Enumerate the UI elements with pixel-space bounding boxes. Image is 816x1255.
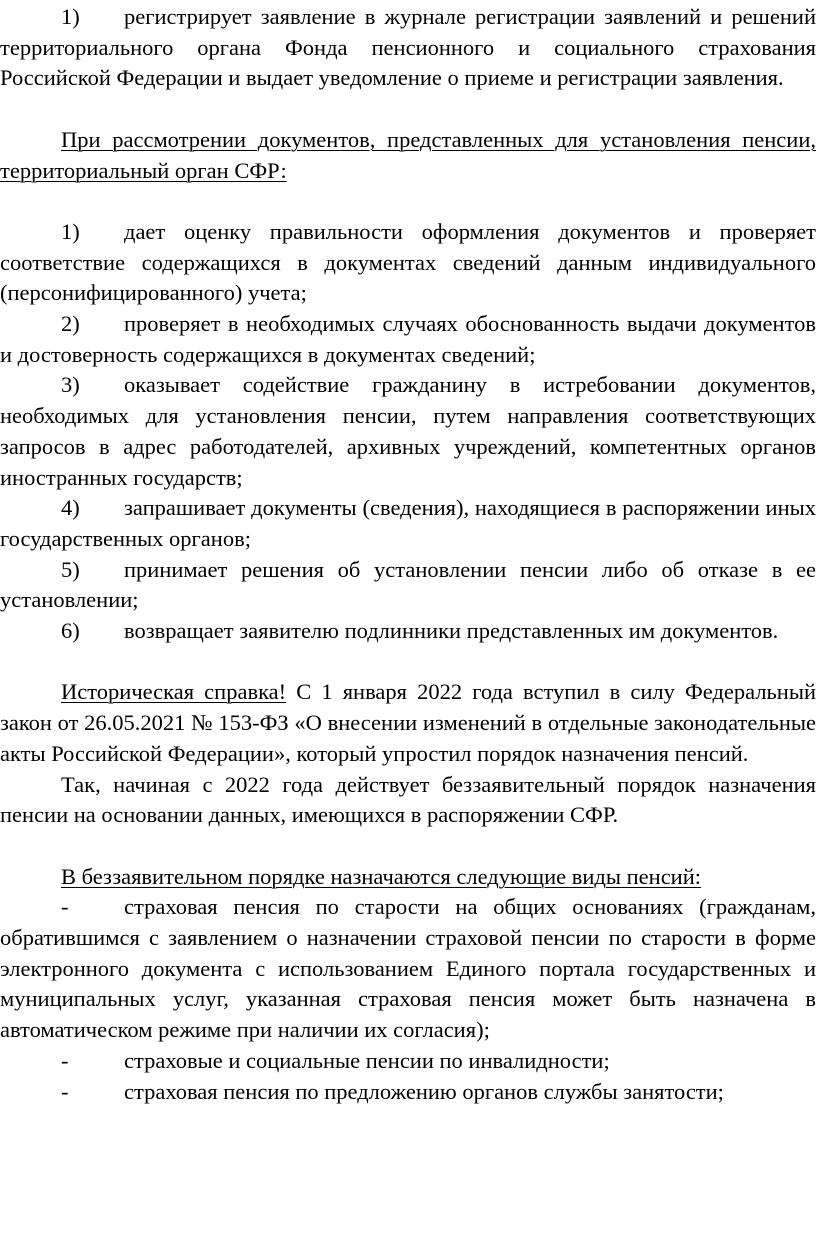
item-text: страховые и социальные пенсии по инвалидности; [124, 1047, 610, 1073]
list-item [0, 217, 816, 309]
paragraph-text: Так, начиная с 2022 года действует беззаявительный порядок назначения пенсии на основании данных, имеющихся в распоряжении СФР. [0, 771, 816, 828]
item-number: 6) [61, 618, 80, 644]
list-item [0, 892, 816, 1046]
item-number: 1) [61, 4, 80, 29]
item-text: страховая пенсия по старости на общих основаниях (гражданам, обратившимся с заявлением о назначении страховой пенсии по старости в форме электронного документа с использованием Единого портала государственных и муниципальных услуг, указанная страховая пенсия может быть назначена в автоматическом режиме при наличии их согласия); [0, 894, 816, 1043]
item-text: оказывает содействие гражданину в истребовании документов, необходимых для установления пенсии, путем направления соответствующих запросов в адрес работодателей, архивных учреждений, компетентных органов иностранных государств; [0, 372, 816, 490]
item-number: 5) [61, 556, 80, 582]
heading-text: При рассмотрении документов, представленных для установления пенсии, территориальный орган СФР: [0, 126, 816, 183]
item-text: регистрирует заявление в журнале регистрации заявлений и решений территориального органа Фонда пенсионного и социального страхования Российской Федерации и выдает уведомление о приеме и регистрации заявления. [0, 4, 816, 91]
heading-text: В беззаявительном порядке назначаются следующие виды пенсий: [61, 863, 702, 889]
item-bullet: - [61, 1047, 69, 1073]
item-text: проверяет в необходимых случаях обоснованность выдачи документов и достоверность содержащихся в документах сведений; [0, 311, 816, 367]
spacer [0, 186, 816, 217]
historical-note-text: С 1 января 2022 года вступил в силу Федеральный закон от 26.05.2021 № 153-ФЗ «О внесении изменений в отдельные законодательные акты Российской Федерации», который упростил порядок назначения пенсий. [0, 679, 816, 766]
item-number: 4) [61, 495, 80, 521]
list-item [0, 555, 816, 616]
item-number: 2) [61, 311, 80, 336]
list-item [0, 1077, 816, 1108]
item-text: возвращает заявителю подлинники представленных им документов. [124, 618, 779, 644]
section-heading [0, 125, 816, 186]
historical-note-label: Историческая справка! [61, 679, 287, 705]
spacer [0, 647, 816, 678]
item-number: 3) [61, 372, 80, 398]
spacer [0, 94, 816, 125]
item-bullet: - [61, 1078, 69, 1104]
item-text: принимает решения об установлении пенсии либо об отказе в ее установлении; [0, 556, 816, 613]
list-item [0, 309, 816, 370]
section-heading [0, 862, 816, 893]
item-bullet: - [61, 894, 69, 920]
item-number: 1) [61, 218, 80, 244]
list-item [0, 370, 816, 493]
item-text: запрашивает документы (сведения), находящиеся в распоряжении иных государственных органов; [0, 495, 816, 551]
list-item [0, 493, 816, 554]
spacer [0, 831, 816, 862]
paragraph [0, 770, 816, 831]
list-item [0, 2, 816, 94]
item-text: дает оценку правильности оформления документов и проверяет соответствие содержащихся в документах сведений данным индивидуального (персонифицированного) учета; [0, 218, 816, 306]
historical-note [0, 677, 816, 769]
item-text: страховая пенсия по предложению органов службы занятости; [124, 1078, 724, 1104]
list-item [0, 1046, 816, 1077]
list-item [0, 616, 816, 647]
